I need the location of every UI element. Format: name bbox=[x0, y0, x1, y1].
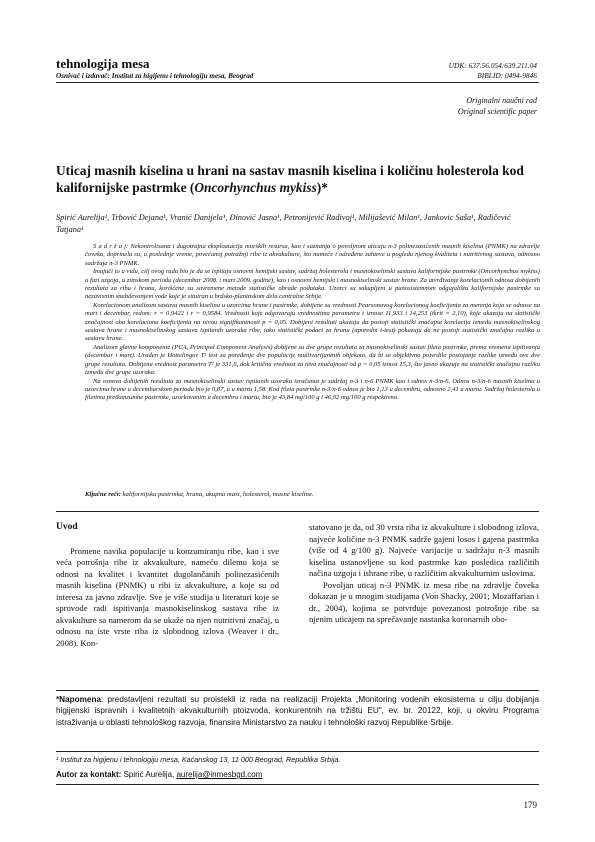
article-title bbox=[56, 163, 539, 196]
contact-label: Autor za kontakt: bbox=[56, 770, 122, 779]
keywords-label: Ključne reči: bbox=[85, 491, 121, 498]
note-text: : predstavljeni rezultati su proistekli iz rada na realizaciji Projekta „Monitoring vodenih ekosistema u cilju dobijanja higijenski ispravnih i kvalitetnih akvakulturnih ptoizvoda, konkurentnih na tržištu EU", ev. br. 20122, koji, u okviru Programa istraživanja u oblasti tehnološkog razvoja, finansira Ministarstvo za nauku i tehnološki razvoj Republike Srbije. bbox=[56, 695, 539, 727]
abstract-paragraph-2: Imajući to u vidu, cilj ovog rada bio je da se ispitaju osnovni hemijski sastav, sadržaj holesterola i masnokiselinski sastava kalifornijske pastrmke (Oncorhynchus mykiss) u fazi uzgoja, u zimskom periodu (decembar 2008. i mart 2009. godine), kao i osnovni hemijski i masnokiselinski sastav hrane. Za utvrđivanje korelacionih odnosa dobijenih rezultata za ribu i hranu, korišćene su savremene metode statističke obrade podataka. Uzorci su sakupljeni u punosistemnom odgajalištu kalifornijske pastrmke sa nezavisnim snabdevanjem vode koje je situiran u brdsko-planinskom delu centralne Srbije. bbox=[85, 268, 540, 301]
author-list: Spirić Aurelija¹, Trbović Dejana¹, Vranić Danijela¹, Đinović Jasna¹, Petronijević Radivoj¹, Milijašević Milan¹, Jankovic Saša¹, Radičević Tatjana¹ bbox=[56, 213, 511, 234]
keywords-text: kalifornijska pastrmka, hrana, ukupna mast, holesterol, masne kiseline. bbox=[120, 491, 314, 498]
abstract bbox=[85, 243, 540, 403]
affiliation-divider bbox=[56, 751, 539, 752]
title-end: )* bbox=[316, 179, 328, 195]
body-column-left bbox=[56, 522, 279, 649]
body-paragraph: Promene navika populacije u konzumiranju ribe, kao i sve veća potrošnja ribe iz akvakulture, nameću dilemu koja se odnosi na kvalitet i kvantitet dugolančanih polinezasićenih masnih kiselina (PNMK) u ribi iz akvakulture, a koje su od interesa za javno zdravlje. Sve je više studija u literaturi koje se sprovode radi ispitivanja masnokiselinskog sastava ribe iz akvakulture sa namerom da se ukaže na njen nutritivni značaj, u odnosu na iste vrste riba iz slobodnog izlova (Weaver i dr., 2008). Kon- bbox=[56, 545, 279, 648]
footnote-divider bbox=[56, 690, 539, 691]
body-paragraph: statovano je da, od 30 vrsta riba iz akvakulture i slobodnog izlova, najveće količine n-3 PNMK sadrže gajeni losos i gajena pastrmka (više od 4 g/100 g). Najveće varijacije u sadržaju n-3 masnih kiselina ustanovljene su kod pastrmke kao posledica različitih načina uzgoja i ishrane ribe, u različitim akvakulturnim uslovima. bbox=[309, 522, 539, 579]
affiliation: ¹ Institut za higijenu i tehnologiju mesa, Kaćanskog 13, 11 000 Beograd, Republika Srbija. bbox=[56, 755, 341, 764]
abstract-divider bbox=[56, 511, 539, 512]
keywords bbox=[85, 491, 540, 498]
note-label: *Napomena bbox=[56, 695, 102, 704]
contact-name: Spirić Aurelija, bbox=[121, 770, 177, 779]
section-heading-intro: Uvod bbox=[56, 522, 78, 532]
title-main: Uticaj masnih kiselina u hrani na sastav masnih kiselina i količinu holesterola kod kalifornijske pastrmke ( bbox=[56, 163, 524, 195]
contact-author bbox=[56, 770, 262, 779]
page-number: 179 bbox=[523, 800, 537, 810]
abstract-paragraph-5: Na osnovu dobijenih rezultata za masnokiselinski sastav ispitanih uzoraka izračunat je sadržaj n-3 i n-6 PNMK kao i odnos n-3/n-6. Odnos n-3/n-6 masnih kiselina u uzorcima hrane u decembarskom periodu bio je 0,87, a u martu 1,58. Kod fileta pastrmke n-3/n-6 odnos je bio 1,13 u decembru, odnosno 2,41 u martu. Sadržaj holesterola u filetima pretkonzumne pastrmke, uzorkovanim u decembru i martu, bio je 43,84 mg/100 g i 46,02 mg/100 g respektivno. bbox=[85, 377, 540, 402]
article-type-sr: Originalni naučni rad bbox=[466, 96, 537, 105]
title-species: Oncorhynchus mykiss bbox=[194, 179, 317, 195]
project-note bbox=[56, 694, 539, 728]
journal-name: tehnologija mesa bbox=[56, 56, 150, 71]
body-paragraph: Povoljan uticaj n-3 PNMK iz mesa ribe na zdravlje čoveka dokazan je u mnogim studijama (Von Shacky, 2001; Mozaffarian i dr., 2004), kojima se potvrđuje povezanost potrošnje ribe sa njenim uticajem na sprečavanje nastanka koronarnih obo- bbox=[309, 579, 539, 625]
abstract-paragraph-1: S a d r ž a j: Nekontrolisana i dugotrajna eksploatacija morskih resursa, kao i saznanja o povoljnom uticaju n-3 polinezasićenih masnih kiselina (PNMK) na zdravlje čoveka, doprinela su, u poslednje vreme, povećanoj potražnji ribe iz akvakulture, što nameće i određene zahteve u pogledu njenog kvaliteta i nutritivnog sastava, odnosno sadržaja n-3 PNMK. bbox=[85, 243, 540, 267]
abstract-paragraph-3: Korelacionom analizom sastava masnih kiselina u uzorcima hrane i pastrmke, dobijene su vrednosti Pearsonovog korelacionog koeficijenta za merenja koja se odnose na mart i decembar, redom: r = 0,9422 i r = 0,9584. Vrednosti koje odgovaraju vrednostima parametra t iznose 11,933 i 14,253 (tkrit = 2,10), koje ukazuju na statistički značajnost oba korelaciona koeficijenta na nivou signifikantnosti p = 0,05. Dobijeni rezultati ukazuju da postoji statistički značajna korelacija između masnokiselinskog sastava hrane i masnokiselinskog sastava ispitanih uzoraka ribe, iako statistički podaci za hranu (uporedni t-test) pokazuju da ne postoji statistički značajna razlika u sastavu hrane. bbox=[85, 301, 540, 343]
body-column-right bbox=[309, 522, 539, 626]
abstract-paragraph-4: Analizom glavne komponente (PCA, Principal Component Analysis) dobijene su dve grupe rezultata za masnokiselinski sastav fileta pastrmke, prema vremenu ispitivanja (decembar i mart). Urađen je Hottelingov T² test za poređenje dve populacije multivarijantnih objekata, da bi se objektivno potvrdilo postojanje razlike između ove dve grupe rezultata. Dobijena vrednost parametra T² je 331,6, dok kritična vrednost za nivo značajnosti od p = 0,05 iznosi 15,3, što jasno ukazuje na statistički značajnu razliku između dve grupe uzoraka. bbox=[85, 343, 540, 377]
header-divider bbox=[56, 82, 539, 83]
article-type-en: Original scientific paper bbox=[457, 107, 537, 116]
footer-divider bbox=[56, 784, 539, 785]
udk-code: UDK: 637.56.054:639.211.04 bbox=[448, 61, 537, 70]
publisher-line: Osnivač i izdavač: Institut za higijenu i tehnologiju mesa, Beograd bbox=[56, 72, 254, 80]
contact-email-link[interactable]: aurelija@inmesbgd.com bbox=[176, 770, 263, 779]
biblid-code: BIBLID: 0494-9846 bbox=[477, 71, 537, 80]
